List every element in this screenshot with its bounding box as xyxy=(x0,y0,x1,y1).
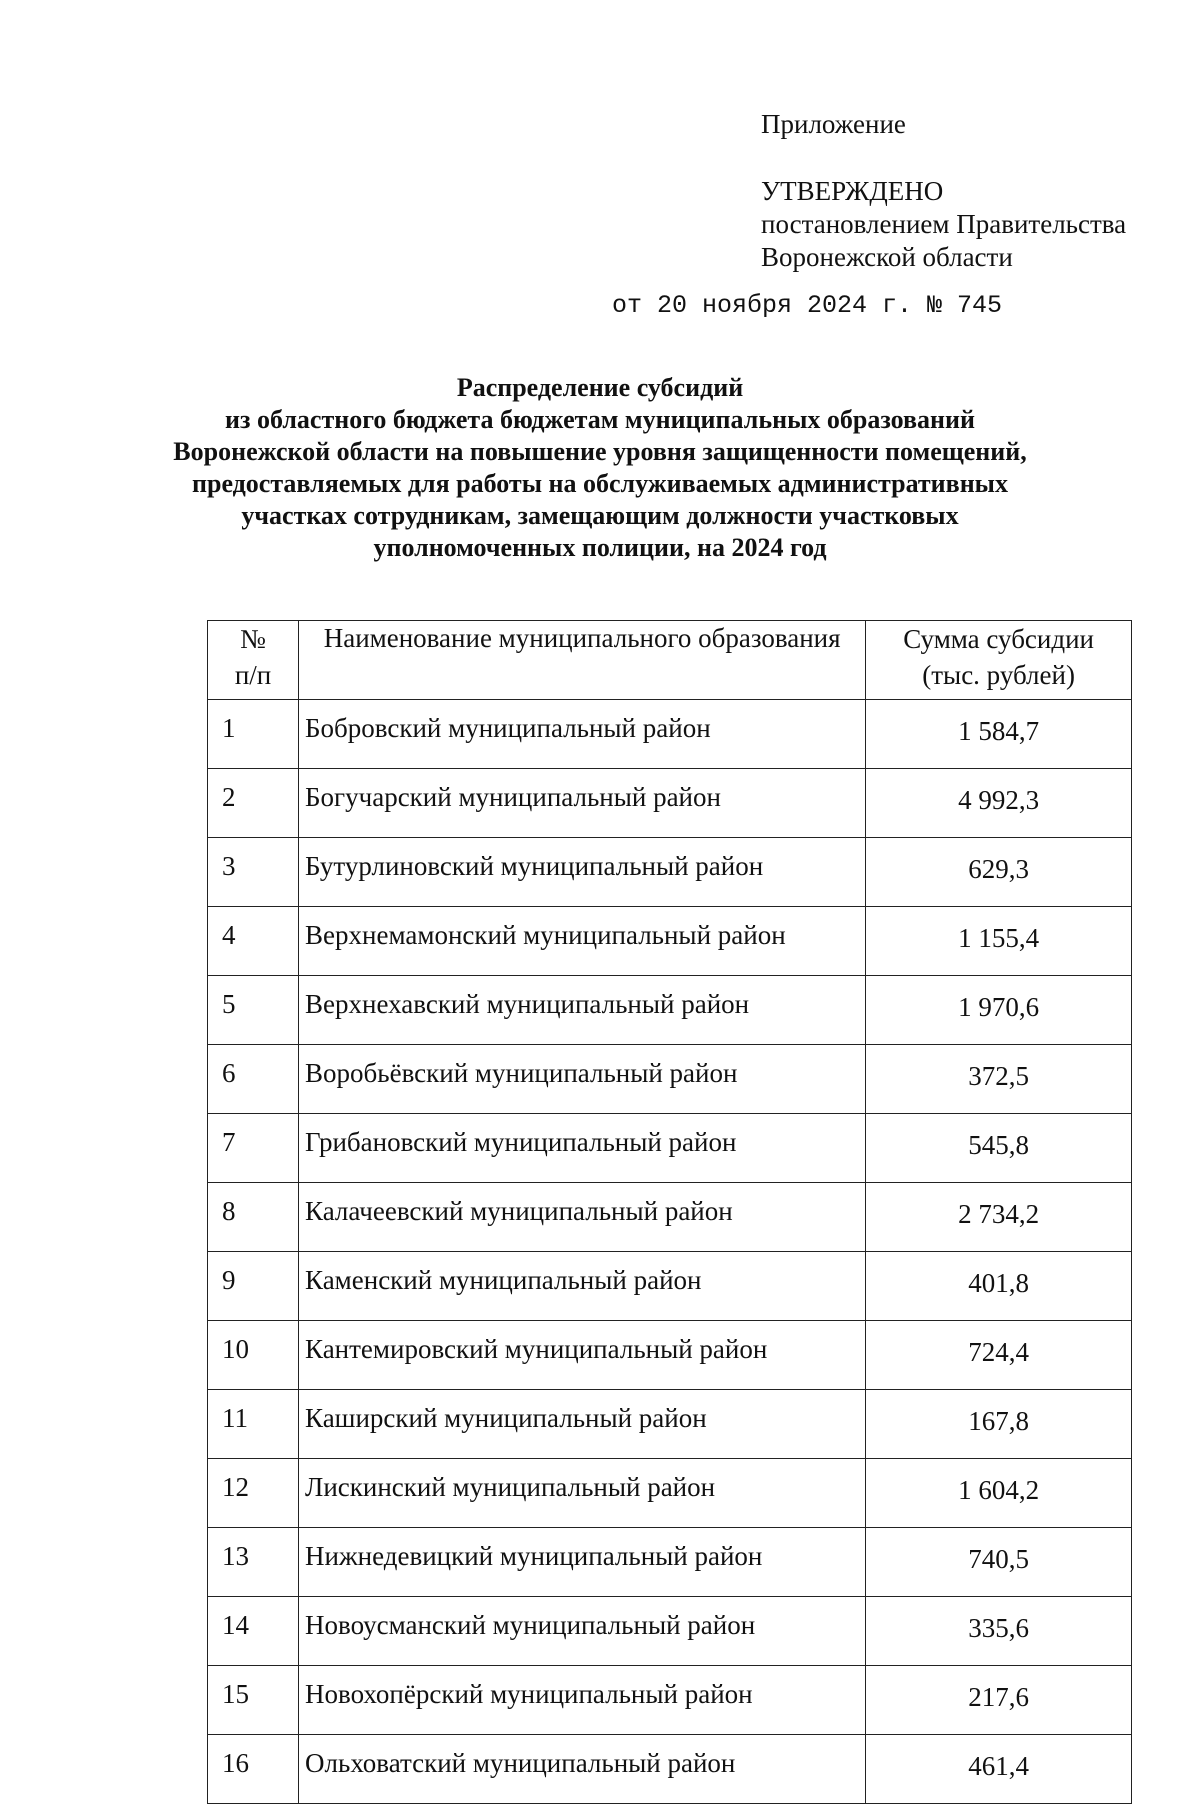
row-municipality: Новоусманский муниципальный район xyxy=(299,1597,866,1666)
table-body xyxy=(208,700,1132,1804)
appendix-label: Приложение xyxy=(761,109,906,139)
row-municipality: Воробьёвский муниципальный район xyxy=(299,1045,866,1114)
table-row xyxy=(208,1735,1132,1804)
approved-by-line1: постановлением Правительства xyxy=(761,209,1127,239)
title-line: уполномоченных полиции, на 2024 год xyxy=(373,533,827,562)
row-subsidy-sum: 2 734,2 xyxy=(866,1183,1132,1252)
approval-block xyxy=(761,175,1126,274)
row-subsidy-sum: 167,8 xyxy=(866,1390,1132,1459)
row-subsidy-sum: 740,5 xyxy=(866,1528,1132,1597)
row-subsidy-sum: 372,5 xyxy=(866,1045,1132,1114)
title-line: из областного бюджета бюджетам муниципальных образований xyxy=(225,405,975,434)
row-number: 8 xyxy=(208,1183,299,1252)
row-municipality: Бобровский муниципальный район xyxy=(299,700,866,769)
row-number: 12 xyxy=(208,1459,299,1528)
table-row xyxy=(208,1252,1132,1321)
title-line: Распределение субсидий xyxy=(456,373,744,402)
row-subsidy-sum: 1 604,2 xyxy=(866,1459,1132,1528)
row-number: 1 xyxy=(208,700,299,769)
row-subsidy-sum: 4 992,3 xyxy=(866,769,1132,838)
row-subsidy-sum: 335,6 xyxy=(866,1597,1132,1666)
row-municipality: Верхнемамонский муниципальный район xyxy=(299,907,866,976)
row-municipality: Каменский муниципальный район xyxy=(299,1252,866,1321)
approved-by-line2: Воронежской области xyxy=(761,242,1013,272)
table-row xyxy=(208,907,1132,976)
title-line: участках сотрудникам, замещающим должности участковых xyxy=(241,501,959,530)
header-sum-label: Сумма субсидии xyxy=(903,624,1094,654)
table-row xyxy=(208,1666,1132,1735)
decree-date-number: от 20 ноября 2024 г. № 745 xyxy=(612,291,1003,320)
row-subsidy-sum: 401,8 xyxy=(866,1252,1132,1321)
row-number: 4 xyxy=(208,907,299,976)
row-number: 13 xyxy=(208,1528,299,1597)
row-subsidy-sum: 545,8 xyxy=(866,1114,1132,1183)
table-row xyxy=(208,769,1132,838)
subsidies-table xyxy=(207,620,1132,1804)
document-title xyxy=(150,372,1050,564)
table-header-row xyxy=(208,621,1132,700)
table-row xyxy=(208,1390,1132,1459)
table-row xyxy=(208,1528,1132,1597)
row-number: 14 xyxy=(208,1597,299,1666)
row-municipality: Кантемировский муниципальный район xyxy=(299,1321,866,1390)
approved-label: УТВЕРЖДЕНО xyxy=(761,176,944,206)
table-row xyxy=(208,1183,1132,1252)
header-number-pp: п/п xyxy=(234,660,272,690)
row-number: 16 xyxy=(208,1735,299,1804)
header-sum-unit: (тыс. рублей) xyxy=(922,660,1075,690)
row-subsidy-sum: 1 970,6 xyxy=(866,976,1132,1045)
row-number: 6 xyxy=(208,1045,299,1114)
header-number-symbol: № xyxy=(240,624,266,654)
table-row xyxy=(208,1321,1132,1390)
row-municipality: Лискинский муниципальный район xyxy=(299,1459,866,1528)
table-row xyxy=(208,838,1132,907)
row-number: 10 xyxy=(208,1321,299,1390)
row-subsidy-sum: 1 584,7 xyxy=(866,700,1132,769)
title-line: Воронежской области на повышение уровня защищенности помещений, xyxy=(173,437,1027,466)
row-municipality: Калачеевский муниципальный район xyxy=(299,1183,866,1252)
row-municipality: Верхнехавский муниципальный район xyxy=(299,976,866,1045)
row-municipality: Каширский муниципальный район xyxy=(299,1390,866,1459)
row-number: 5 xyxy=(208,976,299,1045)
row-municipality: Новохопёрский муниципальный район xyxy=(299,1666,866,1735)
row-municipality: Ольховатский муниципальный район xyxy=(299,1735,866,1804)
row-subsidy-sum: 629,3 xyxy=(866,838,1132,907)
row-municipality: Бутурлиновский муниципальный район xyxy=(299,838,866,907)
table-row xyxy=(208,1459,1132,1528)
row-municipality: Богучарский муниципальный район xyxy=(299,769,866,838)
row-municipality: Нижнедевицкий муниципальный район xyxy=(299,1528,866,1597)
row-number: 2 xyxy=(208,769,299,838)
table-row xyxy=(208,1114,1132,1183)
row-subsidy-sum: 217,6 xyxy=(866,1666,1132,1735)
row-municipality: Грибановский муниципальный район xyxy=(299,1114,866,1183)
table-row xyxy=(208,700,1132,769)
row-number: 9 xyxy=(208,1252,299,1321)
row-number: 7 xyxy=(208,1114,299,1183)
header-subsidy-sum xyxy=(866,621,1132,700)
header-municipality: Наименование муниципального образования xyxy=(299,621,866,700)
row-number: 3 xyxy=(208,838,299,907)
row-subsidy-sum: 724,4 xyxy=(866,1321,1132,1390)
row-subsidy-sum: 1 155,4 xyxy=(866,907,1132,976)
table-row xyxy=(208,1597,1132,1666)
row-number: 11 xyxy=(208,1390,299,1459)
header-number xyxy=(208,621,299,700)
table-row xyxy=(208,1045,1132,1114)
row-number: 15 xyxy=(208,1666,299,1735)
table-row xyxy=(208,976,1132,1045)
row-subsidy-sum: 461,4 xyxy=(866,1735,1132,1804)
title-line: предоставляемых для работы на обслуживаемых административных xyxy=(192,469,1008,498)
